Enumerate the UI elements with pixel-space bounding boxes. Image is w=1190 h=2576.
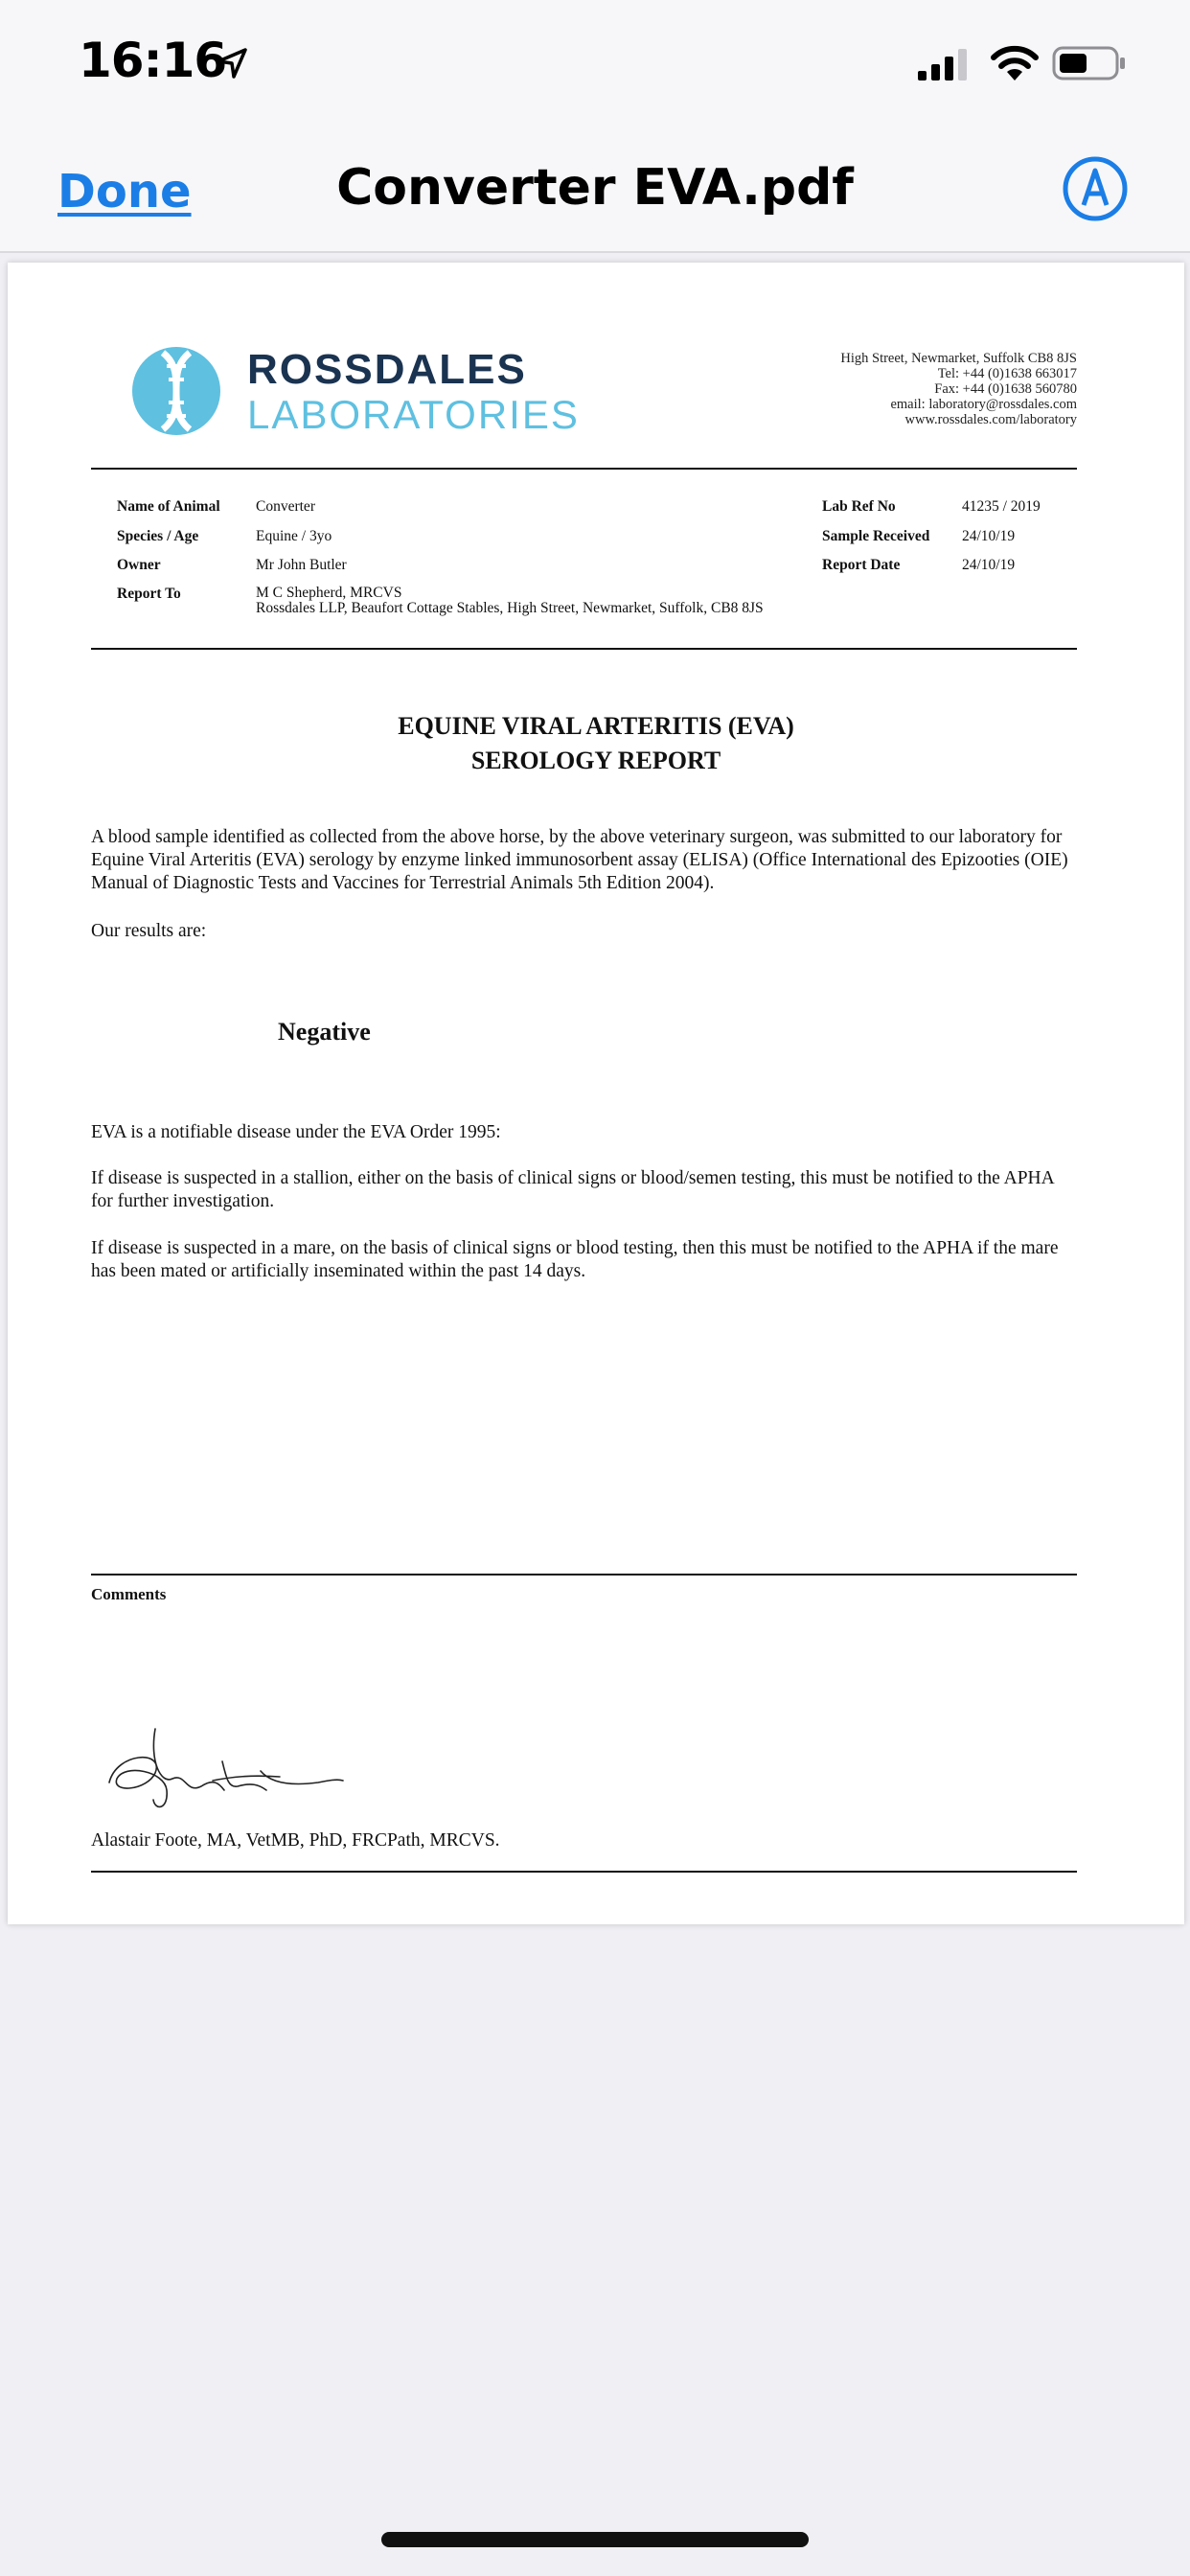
divider bbox=[91, 1574, 1077, 1576]
mare-paragraph: If disease is suspected in a mare, on the basis of clinical signs or blood testing, then this must be notified to the APHA if the mare has been mated or artificially inseminated within the past 14 days. bbox=[91, 1238, 1059, 1281]
notifiable-notice: EVA is a notifiable disease under the EVA Order 1995: bbox=[91, 1122, 501, 1142]
wifi-icon bbox=[989, 42, 1041, 82]
address-line: Tel: +44 (0)1638 663017 bbox=[937, 366, 1077, 381]
signature-image bbox=[98, 1723, 356, 1819]
address-line: Fax: +44 (0)1638 560780 bbox=[934, 381, 1077, 397]
sample-received-value: 24/10/19 bbox=[962, 528, 1016, 544]
dna-helix-icon bbox=[130, 345, 222, 437]
sample-received-label: Sample Received bbox=[822, 528, 930, 544]
divider bbox=[91, 1871, 1077, 1873]
species-age-value: Equine / 3yo bbox=[256, 528, 332, 544]
address-line: High Street, Newmarket, Suffolk CB8 8JS bbox=[840, 351, 1077, 366]
owner-label: Owner bbox=[117, 557, 161, 573]
intro-paragraph: A blood sample identified as collected from the above horse, by the above veterinary surgeon, was submitted to our laboratory for Equine Viral Arteritis (EVA) serology by enzyme linked immunosorbent assay (ELISA) (Office International des Epizooties (OIE) Manual of Diagnostic Tests and Vaccines for Terrestrial Animals 5th Edition 2004). bbox=[91, 827, 1068, 893]
divider bbox=[91, 468, 1077, 470]
cellular-signal-icon bbox=[916, 46, 970, 82]
location-arrow-icon bbox=[213, 44, 251, 82]
status-time: 16:16 bbox=[79, 33, 227, 88]
report-to-label: Report To bbox=[117, 586, 181, 602]
logo-subtitle: LABORATORIES bbox=[247, 392, 580, 437]
species-age-label: Species / Age bbox=[117, 528, 199, 544]
report-title-line2: SEROLOGY REPORT bbox=[470, 747, 721, 774]
battery-icon bbox=[1052, 44, 1127, 82]
report-to-value: M C Shepherd, MRCVS bbox=[256, 585, 402, 601]
document-title: Converter EVA.pdf bbox=[336, 159, 854, 217]
markup-pen-icon[interactable] bbox=[1062, 155, 1129, 222]
signatory-name: Alastair Foote, MA, VetMB, PhD, FRCPath, MRCVS. bbox=[91, 1830, 500, 1851]
home-indicator[interactable] bbox=[381, 2532, 809, 2547]
pdf-page[interactable] bbox=[8, 263, 1184, 1924]
status-bar bbox=[0, 0, 1190, 126]
name-of-animal-value: Converter bbox=[256, 498, 315, 515]
report-to-address: Rossdales LLP, Beaufort Cottage Stables, High Street, Newmarket, Suffolk, CB8 8JS bbox=[256, 600, 764, 616]
report-date-value: 24/10/19 bbox=[962, 557, 1016, 573]
comments-label: Comments bbox=[91, 1585, 167, 1603]
logo-name: ROSSDALES bbox=[247, 346, 527, 393]
lab-ref-value: 41235 / 2019 bbox=[962, 498, 1041, 515]
result-value: Negative bbox=[278, 1018, 371, 1046]
divider bbox=[91, 648, 1077, 650]
report-title-line1: EQUINE VIRAL ARTERITIS (EVA) bbox=[398, 712, 794, 740]
lab-address bbox=[840, 351, 1077, 427]
stallion-paragraph: If disease is suspected in a stallion, either on the basis of clinical signs or blood/semen testing, this must be notified to the APHA for further investigation. bbox=[91, 1168, 1054, 1211]
name-of-animal-label: Name of Animal bbox=[117, 498, 220, 515]
done-button[interactable]: Done bbox=[57, 165, 192, 218]
address-line: www.rossdales.com/laboratory bbox=[904, 412, 1077, 427]
results-intro: Our results are: bbox=[91, 921, 207, 941]
lab-ref-label: Lab Ref No bbox=[822, 498, 896, 515]
address-line: email: laboratory@rossdales.com bbox=[890, 397, 1077, 412]
owner-value: Mr John Butler bbox=[256, 557, 347, 573]
report-date-label: Report Date bbox=[822, 557, 901, 573]
nav-bar bbox=[0, 126, 1190, 253]
